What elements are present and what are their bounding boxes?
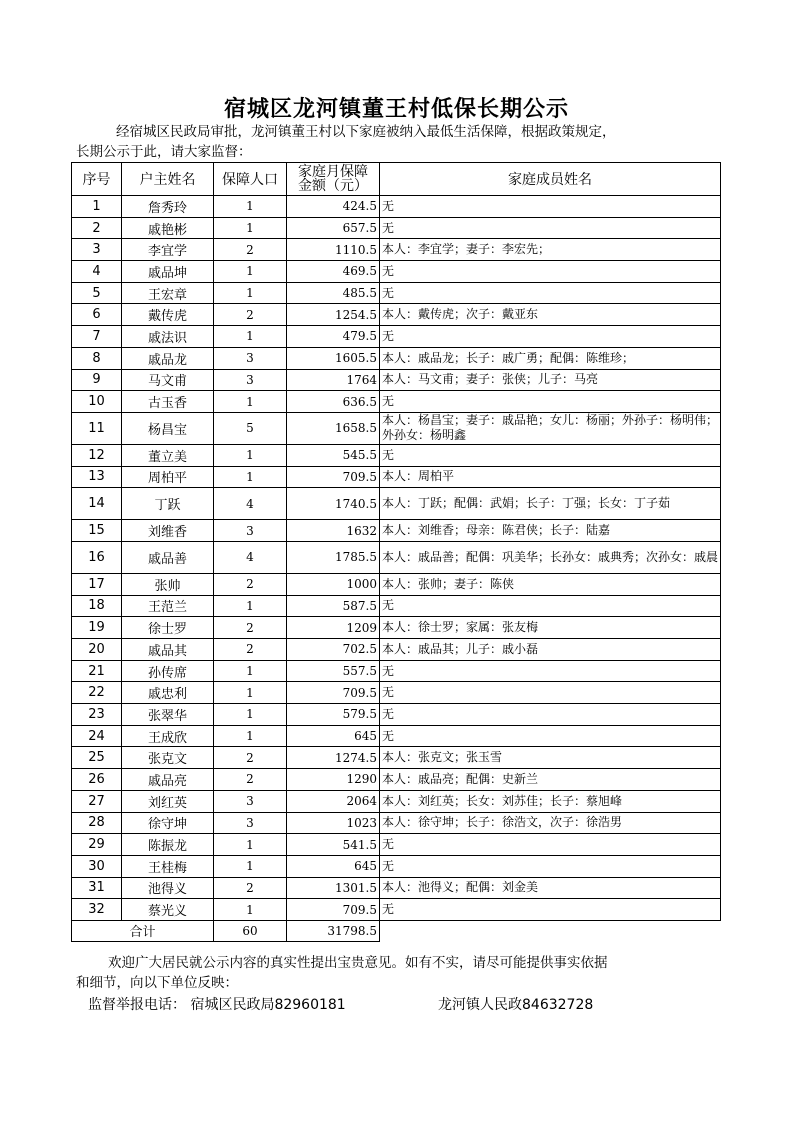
table-row	[72, 261, 721, 283]
row-amount: 2064	[287, 790, 380, 812]
table-row	[72, 369, 721, 391]
row-householder: 马文甫	[122, 369, 214, 391]
table-row	[72, 834, 721, 856]
row-seq: 10	[72, 391, 122, 413]
row-seq: 20	[72, 639, 122, 661]
row-amount: 636.5	[287, 391, 380, 413]
row-members: 本人：戚品善；配偶：巩美华；长孙女：戚典秀；次孙女：戚晨	[380, 541, 721, 573]
row-amount: 579.5	[287, 704, 380, 726]
row-members: 本人：马文甫；妻子：张侠；儿子：马亮	[380, 369, 721, 391]
header-amount-line-2: 金额（元）	[298, 178, 368, 194]
table-row	[72, 877, 721, 899]
row-householder: 蔡光义	[122, 899, 214, 921]
row-amount: 1740.5	[287, 488, 380, 520]
table-row	[72, 747, 721, 769]
footer-line-2: 和细节，向以下单位反映：	[76, 975, 238, 991]
row-seq: 6	[72, 304, 122, 326]
row-seq: 22	[72, 682, 122, 704]
row-amount: 1301.5	[287, 877, 380, 899]
row-people: 2	[214, 639, 287, 661]
row-seq: 27	[72, 790, 122, 812]
header-members: 家庭成员姓名	[380, 163, 721, 196]
table-row	[72, 412, 721, 444]
row-amount: 485.5	[287, 282, 380, 304]
row-householder: 戚法识	[122, 326, 214, 348]
row-people: 1	[214, 326, 287, 348]
row-members: 无	[380, 444, 721, 466]
row-people: 5	[214, 412, 287, 444]
row-members: 本人：戚品亮；配偶：史新兰	[380, 769, 721, 791]
intro-line-1: 经宿城区民政局审批，龙河镇董王村以下家庭被纳入最低生活保障，根据政策规定，	[116, 124, 616, 140]
row-seq: 26	[72, 769, 122, 791]
row-amount: 545.5	[287, 444, 380, 466]
row-seq: 18	[72, 595, 122, 617]
row-seq: 13	[72, 466, 122, 488]
row-people: 4	[214, 541, 287, 573]
row-seq: 29	[72, 834, 122, 856]
row-people: 4	[214, 488, 287, 520]
table-row	[72, 790, 721, 812]
row-amount: 1632	[287, 520, 380, 542]
row-amount: 557.5	[287, 660, 380, 682]
table-body	[72, 196, 721, 921]
row-householder: 戚忠利	[122, 682, 214, 704]
row-seq: 32	[72, 899, 122, 921]
table-row	[72, 660, 721, 682]
row-seq: 15	[72, 520, 122, 542]
intro-paragraph	[76, 122, 716, 162]
row-householder: 徐士罗	[122, 617, 214, 639]
row-householder: 池得义	[122, 877, 214, 899]
row-people: 1	[214, 196, 287, 218]
row-seq: 17	[72, 573, 122, 595]
row-householder: 徐守坤	[122, 812, 214, 834]
row-householder: 李宜学	[122, 239, 214, 261]
row-seq: 25	[72, 747, 122, 769]
row-householder: 戴传虎	[122, 304, 214, 326]
row-members: 无	[380, 704, 721, 726]
row-seq: 9	[72, 369, 122, 391]
row-amount: 645	[287, 855, 380, 877]
table-row	[72, 520, 721, 542]
table-row	[72, 347, 721, 369]
row-seq: 8	[72, 347, 122, 369]
row-amount: 1764	[287, 369, 380, 391]
row-people: 1	[214, 834, 287, 856]
footer-paragraph	[76, 953, 716, 993]
table-row	[72, 812, 721, 834]
row-amount: 587.5	[287, 595, 380, 617]
row-amount: 1290	[287, 769, 380, 791]
row-members: 无	[380, 261, 721, 283]
table-row	[72, 282, 721, 304]
row-members: 无	[380, 391, 721, 413]
row-members: 无	[380, 282, 721, 304]
row-seq: 24	[72, 725, 122, 747]
row-people: 1	[214, 855, 287, 877]
row-people: 1	[214, 899, 287, 921]
row-people: 3	[214, 520, 287, 542]
row-amount: 709.5	[287, 682, 380, 704]
row-amount: 1110.5	[287, 239, 380, 261]
row-seq: 31	[72, 877, 122, 899]
table-row	[72, 217, 721, 239]
total-people: 60	[214, 920, 287, 941]
row-seq: 21	[72, 660, 122, 682]
row-people: 2	[214, 747, 287, 769]
row-people: 2	[214, 304, 287, 326]
table-row	[72, 466, 721, 488]
row-members: 无	[380, 899, 721, 921]
table-row	[72, 639, 721, 661]
table-row	[72, 196, 721, 218]
row-members: 本人：池得义；配偶：刘金美	[380, 877, 721, 899]
row-members: 本人：徐士罗；家属：张友梅	[380, 617, 721, 639]
row-seq: 28	[72, 812, 122, 834]
row-people: 1	[214, 217, 287, 239]
table-row	[72, 855, 721, 877]
row-people: 3	[214, 812, 287, 834]
row-householder: 詹秀玲	[122, 196, 214, 218]
row-householder: 王成欣	[122, 725, 214, 747]
table-row	[72, 595, 721, 617]
row-amount: 645	[287, 725, 380, 747]
row-people: 1	[214, 391, 287, 413]
row-householder: 张翠华	[122, 704, 214, 726]
row-members: 本人：张帅；妻子：陈侠	[380, 573, 721, 595]
row-people: 1	[214, 444, 287, 466]
footer-line-1: 欢迎广大居民就公示内容的真实性提出宝贵意见。如有不实，请尽可能提供事实依据	[108, 955, 608, 971]
row-members: 无	[380, 217, 721, 239]
row-members: 本人：丁跃；配偶：武娟；长子：丁强；长女：丁子茹	[380, 488, 721, 520]
row-householder: 戚品亮	[122, 769, 214, 791]
assistance-table	[71, 162, 721, 942]
row-householder: 张克文	[122, 747, 214, 769]
total-label: 合计	[72, 920, 214, 941]
row-seq: 19	[72, 617, 122, 639]
row-members: 无	[380, 660, 721, 682]
row-amount: 657.5	[287, 217, 380, 239]
row-members: 本人：戚品其；儿子：戚小磊	[380, 639, 721, 661]
row-seq: 11	[72, 412, 122, 444]
row-seq: 5	[72, 282, 122, 304]
row-people: 1	[214, 261, 287, 283]
row-householder: 周柏平	[122, 466, 214, 488]
row-amount: 1023	[287, 812, 380, 834]
row-householder: 王桂梅	[122, 855, 214, 877]
row-householder: 杨昌宝	[122, 412, 214, 444]
row-amount: 709.5	[287, 466, 380, 488]
row-householder: 戚艳彬	[122, 217, 214, 239]
row-householder: 董立美	[122, 444, 214, 466]
row-householder: 陈振龙	[122, 834, 214, 856]
row-people: 2	[214, 239, 287, 261]
row-householder: 王宏章	[122, 282, 214, 304]
row-members: 本人：张克文；张玉雪	[380, 747, 721, 769]
row-people: 1	[214, 682, 287, 704]
row-members: 无	[380, 725, 721, 747]
row-people: 3	[214, 347, 287, 369]
row-people: 1	[214, 660, 287, 682]
row-members: 本人：杨昌宝；妻子：戚品艳；女儿：杨丽；外孙子：杨明伟；外孙女：杨明鑫	[380, 412, 721, 444]
row-people: 3	[214, 369, 287, 391]
table-row	[72, 769, 721, 791]
row-seq: 2	[72, 217, 122, 239]
row-householder: 戚品善	[122, 541, 214, 573]
row-members: 本人：李宜学；妻子：李宏先；	[380, 239, 721, 261]
row-amount: 1274.5	[287, 747, 380, 769]
row-amount: 424.5	[287, 196, 380, 218]
row-amount: 541.5	[287, 834, 380, 856]
table-row	[72, 488, 721, 520]
row-householder: 张帅	[122, 573, 214, 595]
header-seq: 序号	[72, 163, 122, 196]
contact-civil-affairs: 监督举报电话： 宿城区民政局82960181	[88, 997, 346, 1013]
row-people: 1	[214, 704, 287, 726]
row-amount: 709.5	[287, 899, 380, 921]
table-row	[72, 326, 721, 348]
header-people: 保障人口	[214, 163, 287, 196]
row-householder: 刘红英	[122, 790, 214, 812]
row-people: 3	[214, 790, 287, 812]
contact-town-government: 龙河镇人民政84632728	[438, 997, 594, 1013]
row-seq: 16	[72, 541, 122, 573]
row-amount: 1254.5	[287, 304, 380, 326]
table-row	[72, 682, 721, 704]
table-row	[72, 617, 721, 639]
row-amount: 469.5	[287, 261, 380, 283]
total-row	[72, 920, 721, 941]
row-householder: 丁跃	[122, 488, 214, 520]
header-householder: 户主姓名	[122, 163, 214, 196]
row-members: 本人：周柏平	[380, 466, 721, 488]
row-members: 本人：刘维香；母亲：陈君侠；长子：陆嘉	[380, 520, 721, 542]
row-householder: 孙传席	[122, 660, 214, 682]
table-row	[72, 239, 721, 261]
row-members: 无	[380, 326, 721, 348]
row-householder: 王范兰	[122, 595, 214, 617]
row-seq: 7	[72, 326, 122, 348]
intro-line-2: 长期公示于此，请大家监督：	[76, 144, 252, 160]
table-row	[72, 391, 721, 413]
row-members: 本人：戴传虎；次子：戴亚东	[380, 304, 721, 326]
row-members: 无	[380, 196, 721, 218]
row-amount: 1209	[287, 617, 380, 639]
row-members: 无	[380, 682, 721, 704]
row-seq: 3	[72, 239, 122, 261]
table-row	[72, 304, 721, 326]
row-amount: 702.5	[287, 639, 380, 661]
row-people: 2	[214, 877, 287, 899]
row-householder: 戚品其	[122, 639, 214, 661]
row-members: 本人：戚品龙；长子：戚广勇；配偶：陈维珍；	[380, 347, 721, 369]
row-members: 无	[380, 855, 721, 877]
row-members: 无	[380, 834, 721, 856]
table-row	[72, 573, 721, 595]
row-amount: 1605.5	[287, 347, 380, 369]
row-seq: 30	[72, 855, 122, 877]
total-empty-cell	[380, 920, 721, 941]
header-amount	[287, 163, 380, 196]
row-people: 2	[214, 769, 287, 791]
row-people: 1	[214, 595, 287, 617]
row-people: 2	[214, 573, 287, 595]
row-people: 1	[214, 466, 287, 488]
total-amount: 31798.5	[287, 920, 380, 941]
row-people: 1	[214, 282, 287, 304]
row-amount: 1000	[287, 573, 380, 595]
page-title: 宿城区龙河镇董王村低保长期公示	[223, 96, 569, 122]
row-householder: 戚品龙	[122, 347, 214, 369]
row-people: 1	[214, 725, 287, 747]
row-householder: 古玉香	[122, 391, 214, 413]
table-row	[72, 704, 721, 726]
row-seq: 23	[72, 704, 122, 726]
table-row	[72, 541, 721, 573]
header-amount-line-1: 家庭月保障	[298, 164, 368, 180]
table-row	[72, 899, 721, 921]
row-people: 2	[214, 617, 287, 639]
row-amount: 1658.5	[287, 412, 380, 444]
row-seq: 12	[72, 444, 122, 466]
row-seq: 14	[72, 488, 122, 520]
row-amount: 1785.5	[287, 541, 380, 573]
table-row	[72, 444, 721, 466]
row-seq: 1	[72, 196, 122, 218]
row-members: 无	[380, 595, 721, 617]
row-householder: 戚品坤	[122, 261, 214, 283]
row-seq: 4	[72, 261, 122, 283]
row-members: 本人：刘红英；长女：刘苏佳；长子：蔡旭峰	[380, 790, 721, 812]
table-row	[72, 725, 721, 747]
row-members: 本人：徐守坤；长子：徐浩文，次子：徐浩男	[380, 812, 721, 834]
row-householder: 刘维香	[122, 520, 214, 542]
row-amount: 479.5	[287, 326, 380, 348]
table-header-row	[72, 163, 721, 196]
